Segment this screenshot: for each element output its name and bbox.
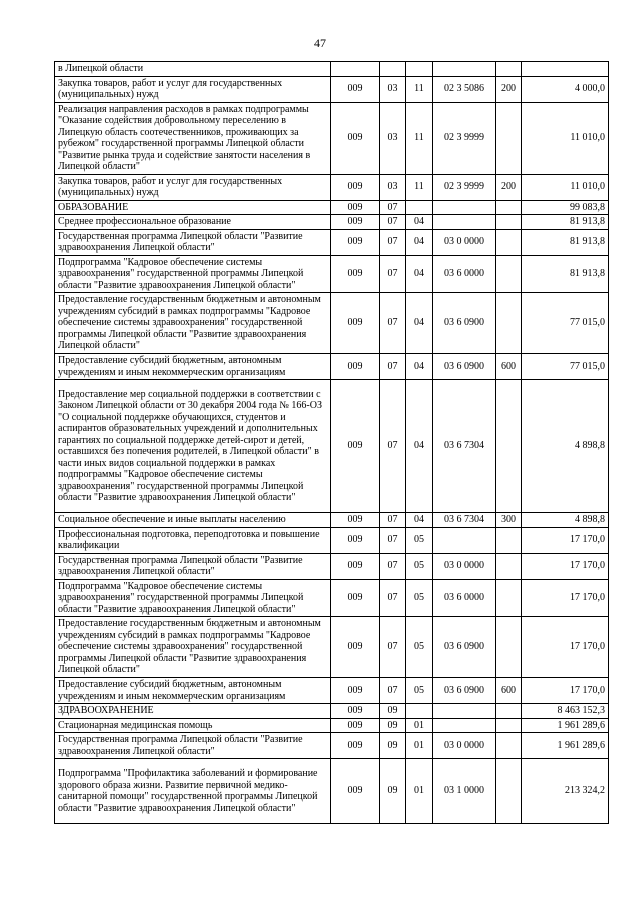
cell-target-code: 03 6 0000 — [433, 579, 496, 617]
table-row — [55, 718, 609, 733]
cell-name: Предоставление мер социальной поддержки в соответствии с Законом Липецкой области от 30 декабря 2004 года № 166-ОЗ "О социальной поддержке обучающихся, студентов и аспирантов образовательных учреждений и дополнительных гарантиях по социальной поддержке детей-сирот и детей, оставшихся без попечения родителей, в Липецкой области" в части иных видов социальной поддержки в рамках подпрограммы "Кадровое обеспечение системы здравоохранения" государственной программы Липецкой области "Развитие здравоохранения Липецкой области" — [55, 380, 331, 513]
cell-amount: 77 015,0 — [522, 293, 609, 354]
cell-expense-type-code — [496, 579, 522, 617]
cell-admin-code: 009 — [331, 200, 380, 215]
table-row — [55, 293, 609, 354]
cell-subsection-code: 05 — [406, 527, 433, 553]
cell-amount: 17 170,0 — [522, 553, 609, 579]
cell-target-code: 03 6 0000 — [433, 255, 496, 293]
table-row — [55, 354, 609, 380]
cell-amount: 4 898,8 — [522, 380, 609, 513]
cell-expense-type-code — [496, 527, 522, 553]
table-row — [55, 76, 609, 102]
cell-subsection-code: 04 — [406, 255, 433, 293]
budget-table — [54, 61, 609, 824]
cell-target-code: 03 0 0000 — [433, 229, 496, 255]
cell-section-code — [380, 62, 406, 77]
cell-expense-type-code — [496, 62, 522, 77]
cell-name: Подпрограмма "Кадровое обеспечение системы здравоохранения" государственной программы Липецкой области "Развитие здравоохранения Липецкой области" — [55, 579, 331, 617]
cell-amount: 4 898,8 — [522, 513, 609, 528]
cell-admin-code: 009 — [331, 255, 380, 293]
cell-subsection-code: 04 — [406, 354, 433, 380]
cell-expense-type-code: 200 — [496, 174, 522, 200]
cell-admin-code: 009 — [331, 293, 380, 354]
cell-target-code: 03 6 0900 — [433, 354, 496, 380]
cell-admin-code: 009 — [331, 229, 380, 255]
cell-amount: 99 083,8 — [522, 200, 609, 215]
cell-amount: 8 463 152,3 — [522, 704, 609, 719]
cell-section-code: 09 — [380, 759, 406, 824]
cell-subsection-code — [406, 62, 433, 77]
table-row — [55, 678, 609, 704]
cell-admin-code: 009 — [331, 579, 380, 617]
cell-admin-code: 009 — [331, 174, 380, 200]
cell-target-code: 02 3 9999 — [433, 174, 496, 200]
cell-subsection-code — [406, 200, 433, 215]
table-row — [55, 62, 609, 77]
cell-target-code: 03 0 0000 — [433, 733, 496, 759]
cell-admin-code: 009 — [331, 102, 380, 174]
cell-section-code: 07 — [380, 293, 406, 354]
cell-target-code: 03 6 0900 — [433, 678, 496, 704]
cell-target-code — [433, 704, 496, 719]
cell-subsection-code: 04 — [406, 293, 433, 354]
cell-subsection-code: 05 — [406, 553, 433, 579]
cell-name: Закупка товаров, работ и услуг для государственных (муниципальных) нужд — [55, 76, 331, 102]
cell-expense-type-code — [496, 293, 522, 354]
cell-expense-type-code — [496, 733, 522, 759]
cell-admin-code: 009 — [331, 617, 380, 678]
cell-admin-code: 009 — [331, 354, 380, 380]
table-row — [55, 174, 609, 200]
cell-target-code — [433, 62, 496, 77]
cell-subsection-code: 11 — [406, 102, 433, 174]
cell-amount: 17 170,0 — [522, 617, 609, 678]
cell-name: ОБРАЗОВАНИЕ — [55, 200, 331, 215]
table-row — [55, 102, 609, 174]
cell-target-code: 03 6 7304 — [433, 513, 496, 528]
table-row — [55, 579, 609, 617]
cell-section-code: 07 — [380, 229, 406, 255]
cell-name: Предоставление субсидий бюджетным, автономным учреждениям и иным некоммерческим организациям — [55, 678, 331, 704]
cell-expense-type-code — [496, 380, 522, 513]
cell-amount: 17 170,0 — [522, 527, 609, 553]
table-row — [55, 553, 609, 579]
cell-target-code — [433, 200, 496, 215]
table-row — [55, 200, 609, 215]
cell-expense-type-code — [496, 200, 522, 215]
cell-subsection-code: 04 — [406, 513, 433, 528]
cell-section-code: 03 — [380, 174, 406, 200]
table-row — [55, 733, 609, 759]
cell-name: в Липецкой области — [55, 62, 331, 77]
cell-expense-type-code — [496, 102, 522, 174]
cell-amount: 213 324,2 — [522, 759, 609, 824]
cell-admin-code: 009 — [331, 718, 380, 733]
cell-section-code: 07 — [380, 513, 406, 528]
cell-section-code: 07 — [380, 255, 406, 293]
page-number: 47 — [314, 36, 326, 50]
cell-section-code: 07 — [380, 215, 406, 230]
cell-subsection-code: 04 — [406, 380, 433, 513]
cell-amount: 1 961 289,6 — [522, 718, 609, 733]
table-row — [55, 229, 609, 255]
cell-expense-type-code: 600 — [496, 678, 522, 704]
cell-admin-code: 009 — [331, 215, 380, 230]
cell-expense-type-code: 300 — [496, 513, 522, 528]
cell-subsection-code: 04 — [406, 215, 433, 230]
cell-amount: 17 170,0 — [522, 678, 609, 704]
cell-subsection-code — [406, 704, 433, 719]
cell-target-code — [433, 215, 496, 230]
cell-expense-type-code — [496, 255, 522, 293]
cell-amount: 4 000,0 — [522, 76, 609, 102]
cell-amount — [522, 62, 609, 77]
cell-admin-code — [331, 62, 380, 77]
cell-amount: 81 913,8 — [522, 255, 609, 293]
cell-subsection-code: 04 — [406, 229, 433, 255]
cell-name: Государственная программа Липецкой области "Развитие здравоохранения Липецкой области" — [55, 553, 331, 579]
cell-admin-code: 009 — [331, 553, 380, 579]
cell-name: Подпрограмма "Профилактика заболеваний и формирование здорового образа жизни. Развитие первичной медико-санитарной помощи" государственной программы Липецкой области "Развитие здравоохранения Липецкой области" — [55, 759, 331, 824]
cell-section-code: 07 — [380, 553, 406, 579]
cell-subsection-code: 11 — [406, 174, 433, 200]
cell-admin-code: 009 — [331, 704, 380, 719]
cell-target-code: 03 0 0000 — [433, 553, 496, 579]
cell-target-code: 03 6 0900 — [433, 617, 496, 678]
cell-expense-type-code — [496, 617, 522, 678]
cell-name: Реализация направления расходов в рамках подпрограммы "Оказание содействия добровольному переселению в Липецкую область соотечественников, проживающих за рубежом" государственной программы Липецкой области "Развитие рынка труда и содействие занятости населения в Липецкой области" — [55, 102, 331, 174]
cell-admin-code: 009 — [331, 527, 380, 553]
cell-subsection-code: 05 — [406, 579, 433, 617]
cell-expense-type-code: 600 — [496, 354, 522, 380]
cell-amount: 11 010,0 — [522, 174, 609, 200]
cell-expense-type-code — [496, 553, 522, 579]
cell-amount: 77 015,0 — [522, 354, 609, 380]
cell-section-code: 07 — [380, 617, 406, 678]
cell-subsection-code: 05 — [406, 678, 433, 704]
cell-expense-type-code — [496, 229, 522, 255]
table-row — [55, 527, 609, 553]
cell-section-code: 07 — [380, 354, 406, 380]
cell-name: Среднее профессиональное образование — [55, 215, 331, 230]
table-body — [55, 62, 609, 824]
cell-target-code: 03 1 0000 — [433, 759, 496, 824]
cell-section-code: 09 — [380, 704, 406, 719]
cell-subsection-code: 01 — [406, 759, 433, 824]
cell-admin-code: 009 — [331, 733, 380, 759]
cell-expense-type-code — [496, 704, 522, 719]
cell-expense-type-code — [496, 215, 522, 230]
cell-target-code — [433, 527, 496, 553]
cell-section-code: 09 — [380, 733, 406, 759]
table-row — [55, 513, 609, 528]
cell-section-code: 03 — [380, 102, 406, 174]
cell-amount: 81 913,8 — [522, 215, 609, 230]
cell-amount: 81 913,8 — [522, 229, 609, 255]
cell-name: Социальное обеспечение и иные выплаты населению — [55, 513, 331, 528]
cell-subsection-code: 01 — [406, 733, 433, 759]
cell-section-code: 07 — [380, 579, 406, 617]
cell-subsection-code: 01 — [406, 718, 433, 733]
cell-name: Государственная программа Липецкой области "Развитие здравоохранения Липецкой области" — [55, 733, 331, 759]
cell-section-code: 07 — [380, 527, 406, 553]
cell-target-code: 02 3 5086 — [433, 76, 496, 102]
cell-amount: 11 010,0 — [522, 102, 609, 174]
cell-name: Предоставление государственным бюджетным и автономным учреждениям субсидий в рамках подпрограммы "Кадровое обеспечение системы здравоохранения" государственной программы Липецкой области "Развитие здравоохранения Липецкой области" — [55, 293, 331, 354]
cell-target-code: 03 6 0900 — [433, 293, 496, 354]
cell-name: Стационарная медицинская помощь — [55, 718, 331, 733]
cell-name: Профессиональная подготовка, переподготовка и повышение квалификации — [55, 527, 331, 553]
table-row — [55, 215, 609, 230]
cell-subsection-code: 05 — [406, 617, 433, 678]
cell-name: Государственная программа Липецкой области "Развитие здравоохранения Липецкой области" — [55, 229, 331, 255]
cell-amount: 1 961 289,6 — [522, 733, 609, 759]
cell-expense-type-code — [496, 759, 522, 824]
table-row — [55, 704, 609, 719]
table-row — [55, 617, 609, 678]
cell-name: Предоставление государственным бюджетным и автономным учреждениям субсидий в рамках подпрограммы "Кадровое обеспечение системы здравоохранения" государственной программы Липецкой области "Развитие здравоохранения Липецкой области" — [55, 617, 331, 678]
cell-section-code: 07 — [380, 200, 406, 215]
cell-target-code — [433, 718, 496, 733]
cell-admin-code: 009 — [331, 513, 380, 528]
cell-admin-code: 009 — [331, 76, 380, 102]
cell-admin-code: 009 — [331, 759, 380, 824]
cell-admin-code: 009 — [331, 380, 380, 513]
cell-expense-type-code: 200 — [496, 76, 522, 102]
cell-name: Подпрограмма "Кадровое обеспечение системы здравоохранения" государственной программы Липецкой области "Развитие здравоохранения Липецкой области" — [55, 255, 331, 293]
cell-name: Предоставление субсидий бюджетным, автономным учреждениям и иным некоммерческим организациям — [55, 354, 331, 380]
cell-amount: 17 170,0 — [522, 579, 609, 617]
table-row — [55, 759, 609, 824]
cell-section-code: 07 — [380, 678, 406, 704]
cell-section-code: 09 — [380, 718, 406, 733]
cell-name: Закупка товаров, работ и услуг для государственных (муниципальных) нужд — [55, 174, 331, 200]
cell-name: ЗДРАВООХРАНЕНИЕ — [55, 704, 331, 719]
table-row — [55, 255, 609, 293]
cell-section-code: 07 — [380, 380, 406, 513]
cell-section-code: 03 — [380, 76, 406, 102]
cell-target-code: 02 3 9999 — [433, 102, 496, 174]
cell-subsection-code: 11 — [406, 76, 433, 102]
cell-expense-type-code — [496, 718, 522, 733]
cell-admin-code: 009 — [331, 678, 380, 704]
cell-target-code: 03 6 7304 — [433, 380, 496, 513]
table-row — [55, 380, 609, 513]
